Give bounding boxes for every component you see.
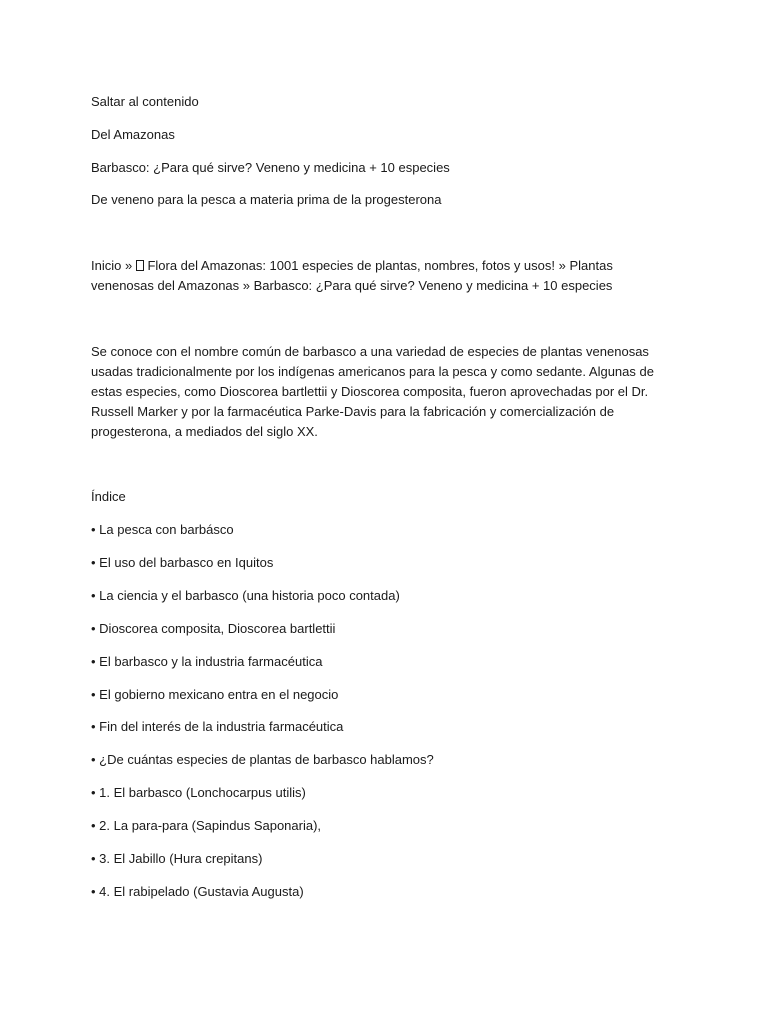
breadcrumb xyxy=(91,256,679,296)
skip-link-text[interactable]: Saltar al contenido xyxy=(91,94,199,109)
toc-item[interactable]: • El gobierno mexicano entra en el negocio xyxy=(91,687,339,702)
page-title: Barbasco: ¿Para qué sirve? Veneno y medicina + 10 especies xyxy=(91,160,450,175)
toc-item[interactable]: • 1. El barbasco (Lonchocarpus utilis) xyxy=(91,785,306,800)
intro-paragraph: Se conoce con el nombre común de barbasco a una variedad de especies de plantas venenosas usadas tradicionalmente por los indígenas americanos para la pesca y como sedante. Algunas de estas especies, como Dioscorea bartlettii y Dioscorea composita, fueron aprovechadas por el Dr. Russell Marker y por la farmacéutica Parke-Davis para la fabricación y comercialización de progesterona, a mediados del siglo XX. xyxy=(91,344,654,439)
toc-item[interactable]: • Fin del interés de la industria farmacéutica xyxy=(91,719,344,734)
skip-to-content-link[interactable] xyxy=(91,92,681,112)
breadcrumb-separator: » xyxy=(239,278,254,293)
missing-glyph-icon xyxy=(136,260,144,271)
site-name[interactable]: Del Amazonas xyxy=(91,127,175,142)
breadcrumb-home[interactable]: Inicio xyxy=(91,258,122,273)
tagline: De veneno para la pesca a materia prima de la progesterona xyxy=(91,192,442,207)
toc-heading: Índice xyxy=(91,489,126,504)
breadcrumb-current: Barbasco: ¿Para qué sirve? Veneno y medicina + 10 especies xyxy=(253,278,613,293)
toc-item[interactable]: • La ciencia y el barbasco (una historia poco contada) xyxy=(91,588,400,603)
toc-item[interactable]: • 3. El Jabillo (Hura crepitans) xyxy=(91,851,263,866)
breadcrumb-plantas-venenosas[interactable]: Plantas venenosas del Amazonas xyxy=(91,258,613,293)
toc-item[interactable]: • 2. La para-para (Sapindus Saponaria), xyxy=(91,818,322,833)
breadcrumb-separator: » xyxy=(555,258,570,273)
toc-item[interactable]: • 4. El rabipelado (Gustavia Augusta) xyxy=(91,884,304,899)
breadcrumb-separator: » xyxy=(121,258,136,273)
toc-item[interactable]: • ¿De cuántas especies de plantas de barbasco hablamos? xyxy=(91,752,434,767)
breadcrumb-flora[interactable]: Flora del Amazonas: 1001 especies de plantas, nombres, fotos y usos! xyxy=(143,258,556,273)
toc-item[interactable]: • El barbasco y la industria farmacéutica xyxy=(91,654,323,669)
toc-item[interactable]: • Dioscorea composita, Dioscorea bartlettii xyxy=(91,621,336,636)
toc-item[interactable]: • El uso del barbasco en Iquitos xyxy=(91,555,274,570)
toc-item[interactable]: • La pesca con barbásco xyxy=(91,522,234,537)
